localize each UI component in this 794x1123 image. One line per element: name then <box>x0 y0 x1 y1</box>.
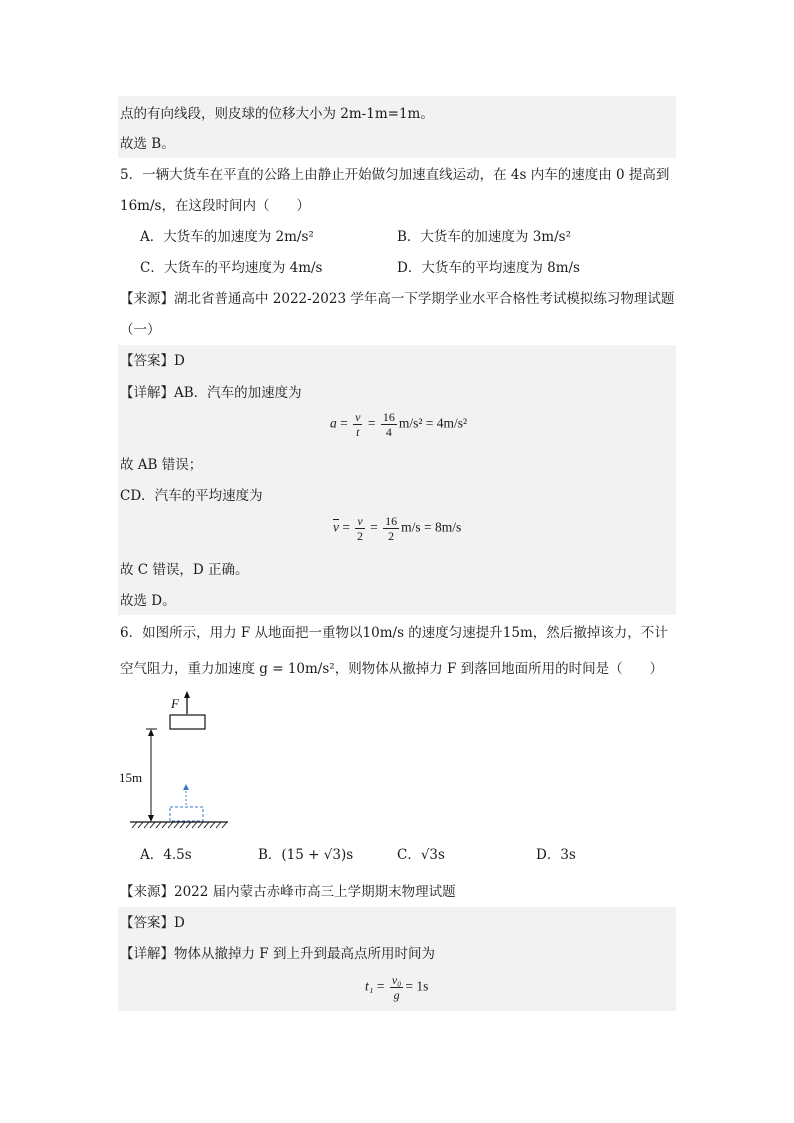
q6-option-d: D．3s <box>536 847 576 863</box>
q5-detail-line3: CD．汽车的平均速度为 <box>120 488 263 504</box>
q5-formula-acceleration: a = $\frac{v}{t}$ = $\frac{16}{4}$ m/s² = 4m/s² <box>330 410 468 439</box>
q6-stem-line1: 6．如图所示，用力 F 从地面把一重物以10m/s 的速度匀速提升15m，然后撤掉该力，不计 <box>120 625 668 641</box>
height-label: 15m <box>119 770 143 785</box>
q5-detail-line1: 【详解】AB．汽车的加速度为 <box>120 385 302 401</box>
q6-detail-line1: 【详解】物体从撤掉力 F 到上升到最高点所用时间为 <box>120 946 435 962</box>
q5-detail-line2: 故 AB 错误； <box>120 457 203 473</box>
q6-option-b: B．(15 + √3)s <box>258 847 354 863</box>
q5-source-line1: 【来源】湖北省普通高中 2022-2023 学年高一下学期学业水平合格性考试模拟练习物理试题 <box>120 291 675 307</box>
q5-detail-line5: 故选 D。 <box>120 593 176 609</box>
q5-stem-line1: 5．一辆大货车在平直的公路上由静止开始做匀加速直线运动，在 4s 内车的速度由 0 提高到 <box>120 167 670 183</box>
q6-figure <box>118 690 238 830</box>
q5-option-b: B．大货车的加速度为 3m/s² <box>397 229 571 245</box>
q5-option-a: A．大货车的加速度为 2m/s² <box>140 229 314 245</box>
force-label: F <box>171 696 179 711</box>
q5-detail-line4: 故 C 错误，D 正确。 <box>120 562 249 578</box>
q5-formula-average-velocity: $\overline{v}$ = $\frac{v}{2}$ = $\frac{16}{2}$ m/s = 8m/s <box>333 514 462 543</box>
q5-option-d: D．大货车的平均速度为 8m/s <box>397 260 580 276</box>
q5-stem-line2: 16m/s，在这段时间内（ ） <box>120 198 310 214</box>
q6-formula-t1: t₁ = $\frac{\text{v₀}}{g}$ = 1s <box>365 973 429 1002</box>
q6-stem-line2: 空气阻力，重力加速度 g = 10m/s²，则物体从撤掉力 F 到落回地面所用的时间是（ ） <box>120 661 664 677</box>
q6-option-c: C．√3s <box>397 847 445 863</box>
q6-option-a: A．4.5s <box>140 847 192 863</box>
q6-source: 【来源】2022 届内蒙古赤峰市高三上学期期末物理试题 <box>120 884 456 900</box>
q6-answer: 【答案】D <box>120 915 185 931</box>
q5-source-line2: （一） <box>120 322 161 338</box>
q5-option-c: C．大货车的平均速度为 4m/s <box>140 260 323 276</box>
q4-tail-line1: 点的有向线段，则皮球的位移大小为 2m-1m=1m。 <box>120 106 434 122</box>
q5-answer: 【答案】D <box>120 353 185 369</box>
q4-tail-line2: 故选 B。 <box>120 136 175 152</box>
